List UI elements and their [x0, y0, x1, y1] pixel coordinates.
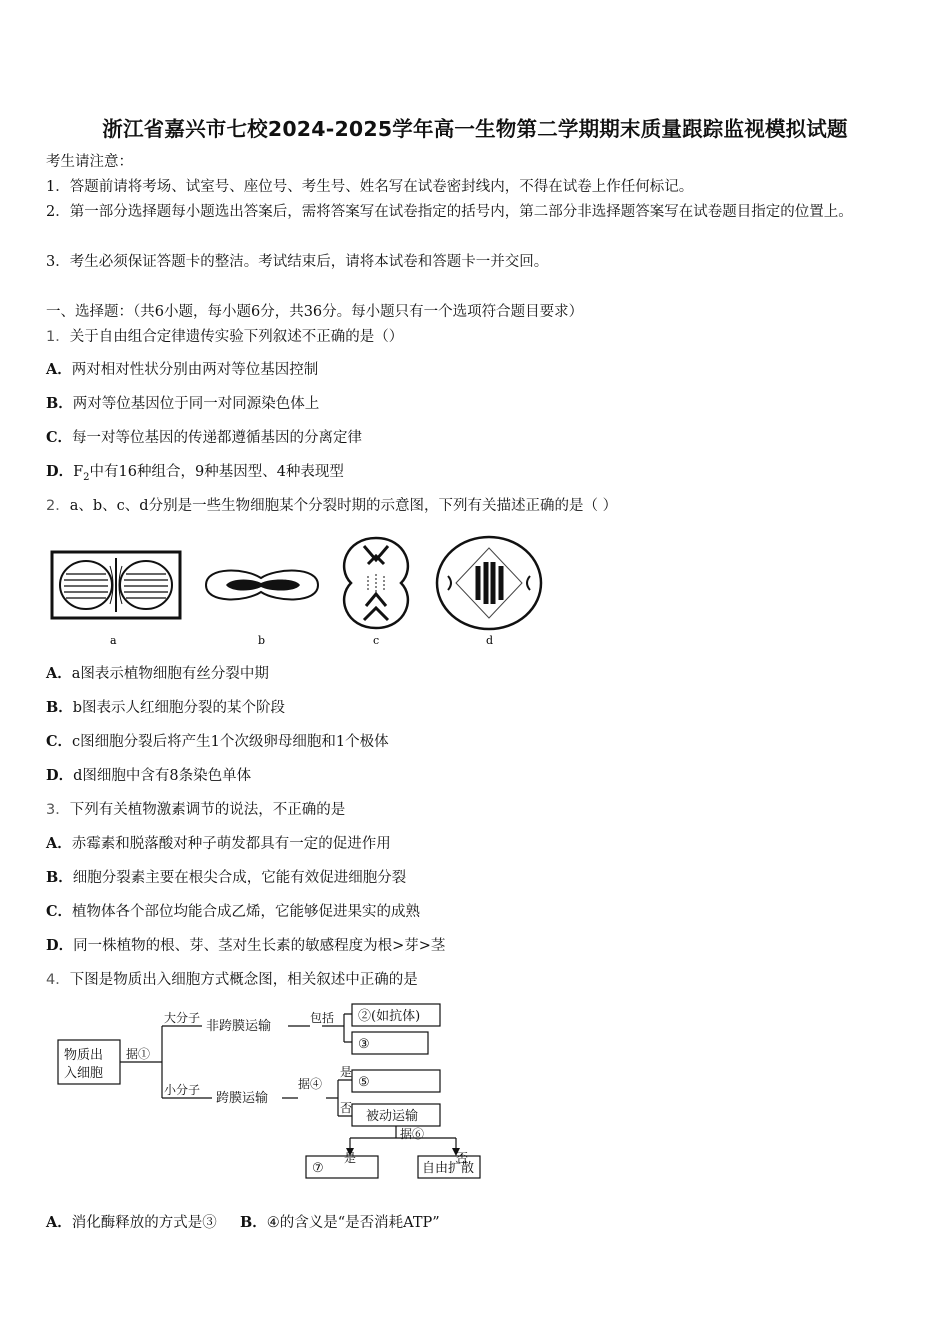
figure-d-mitosis-cell: [437, 537, 541, 629]
q3-option-d: [46, 936, 445, 956]
q3-option-a: [46, 834, 391, 854]
option-text: 两对相对性状分别由两对等位基因控制: [71, 362, 319, 378]
option-text: 消化酶释放的方式是③: [71, 1215, 217, 1231]
option-letter: B．: [46, 699, 73, 716]
question-stem: 关于自由组合定律遗传实验下列叙述不正确的是（）: [69, 329, 404, 345]
figure-c-meiosis-cell: [344, 538, 408, 628]
question-stem: 下列有关植物激素调节的说法，不正确的是: [69, 802, 346, 818]
passive-transport-label: 被动运输: [366, 1109, 419, 1124]
option-text: a图表示植物细胞有丝分裂中期: [71, 666, 269, 682]
page-title: 浙江省嘉兴市七校2024-2025学年高一生物第二学期期末质量跟踪监视模拟试题: [102, 117, 848, 141]
cell-division-figure: [46, 528, 546, 648]
option-letter: C．: [46, 733, 73, 750]
notice-item-2: 2．第一部分选择题每小题选出答案后，需将答案写在试卷指定的括号内，第二部分非选择题答案写在试卷题目指定的位置上。: [46, 204, 853, 220]
section-heading: 一、选择题：（共6小题，每小题6分，共36分。每小题只有一个选项符合题目要求）: [46, 304, 584, 320]
connector: [344, 1014, 352, 1042]
option-letter: D．: [46, 463, 74, 480]
option-text: 两对等位基因位于同一对同源染色体上: [72, 396, 320, 412]
option-text: 细胞分裂素主要在根尖合成，它能有效促进细胞分裂: [72, 870, 407, 886]
figure-b-dividing-cell: [206, 571, 318, 600]
question-stem: 下图是物质出入细胞方式概念图，相关叙述中正确的是: [69, 972, 418, 988]
option-text: c图细胞分裂后将产生1个次级卵母细胞和1个极体: [72, 734, 389, 750]
transport-concept-diagram: [52, 998, 492, 1193]
figure-label-c: c: [373, 634, 380, 647]
yes-label-2: 是: [344, 1151, 357, 1165]
q2-option-d: [46, 766, 251, 786]
question-1: [46, 327, 403, 347]
option-letter: B．: [239, 1214, 267, 1231]
macro-label: 大分子: [164, 1011, 201, 1025]
option-letter: A．: [46, 835, 72, 852]
option-letter: B．: [46, 869, 73, 886]
no-label-1: 否: [340, 1101, 353, 1115]
option-letter: D．: [46, 767, 74, 784]
no-label-2: 否: [456, 1151, 469, 1165]
box-7-label: ⑦: [312, 1161, 324, 1176]
question-number: 4．: [46, 972, 70, 988]
figure-label-b: b: [258, 634, 266, 647]
root-label-line1: 物质出: [64, 1048, 104, 1063]
option-letter: A．: [46, 361, 72, 378]
option-letter: D．: [46, 937, 74, 954]
question-number: 1．: [46, 329, 70, 345]
option-letter: A．: [46, 665, 72, 682]
option-text: 同一株植物的根、芽、茎对生长素的敏感程度为根>芽>茎: [73, 938, 446, 954]
figure-a-plant-cell: [52, 552, 180, 618]
q2-option-a: [46, 664, 269, 684]
q1-option-b: [46, 394, 319, 414]
option-letter: C．: [46, 429, 73, 446]
include-label: 包括: [310, 1011, 335, 1025]
q1-option-c: [46, 428, 362, 448]
option-text: 中有16种组合，9种基因型、4种表现型: [89, 464, 344, 480]
question-number: 2．: [46, 498, 70, 514]
question-number: 3．: [46, 802, 70, 818]
q2-option-b: [46, 698, 285, 718]
q1-option-a: [46, 360, 318, 380]
notice-item-1: 1．答题前请将考场、试室号、座位号、考生号、姓名写在试卷密封线内，不得在试卷上作任何标记。: [46, 179, 694, 195]
option-letter: B．: [46, 395, 73, 412]
question-stem: a、b、c、d分别是一些生物细胞某个分裂时期的示意图，下列有关描述正确的是（ ）: [69, 498, 618, 514]
root-label-line2: 入细胞: [64, 1066, 104, 1081]
by-1-label: 据①: [126, 1047, 151, 1061]
q4-options-line: [46, 1213, 440, 1233]
q3-option-c: [46, 902, 420, 922]
q3-option-b: [46, 868, 406, 888]
question-4: [46, 970, 418, 990]
option-text: 每一对等位基因的传递都遵循基因的分离定律: [72, 430, 363, 446]
question-2: [46, 496, 617, 516]
free-diffusion-label: 自由扩散: [422, 1161, 475, 1176]
by-4-label: 据④: [298, 1077, 323, 1091]
micro-label: 小分子: [164, 1083, 201, 1097]
notice-heading: 考生请注意：: [46, 154, 133, 170]
option-letter: C．: [46, 903, 73, 920]
non-membrane-label: 非跨膜运输: [206, 1019, 272, 1034]
arrowheads: [346, 1148, 460, 1156]
q2-option-c: [46, 732, 389, 752]
option-text: b图表示人红细胞分裂的某个阶段: [72, 700, 286, 716]
question-3: [46, 800, 345, 820]
box-3-label: ③: [358, 1037, 370, 1052]
option-text: 赤霉素和脱落酸对种子萌发都具有一定的促进作用: [71, 836, 391, 852]
option-text: d图细胞中含有8条染色单体: [73, 768, 252, 784]
notice-item-3: 3．考生必须保证答题卡的整洁。考试结束后，请将本试卷和答题卡一并交回。: [46, 254, 549, 270]
option-subscript: 2: [83, 471, 90, 483]
membrane-label: 跨膜运输: [216, 1091, 269, 1106]
figure-label-d: d: [486, 634, 494, 647]
option-letter: A．: [46, 1214, 72, 1231]
yes-label-1: 是: [340, 1065, 353, 1079]
q1-option-d: [46, 462, 344, 488]
option-text-f: F: [73, 464, 84, 480]
by-6-label: 据⑥: [400, 1127, 425, 1141]
option-text: 植物体各个部位均能合成乙烯，它能够促进果实的成熟: [72, 904, 421, 920]
option-text: ④的含义是“是否消耗ATP”: [266, 1215, 440, 1231]
box-2-label: ②(如抗体): [358, 1009, 421, 1024]
box-5-label: ⑤: [358, 1075, 370, 1090]
figure-label-a: a: [110, 634, 117, 647]
